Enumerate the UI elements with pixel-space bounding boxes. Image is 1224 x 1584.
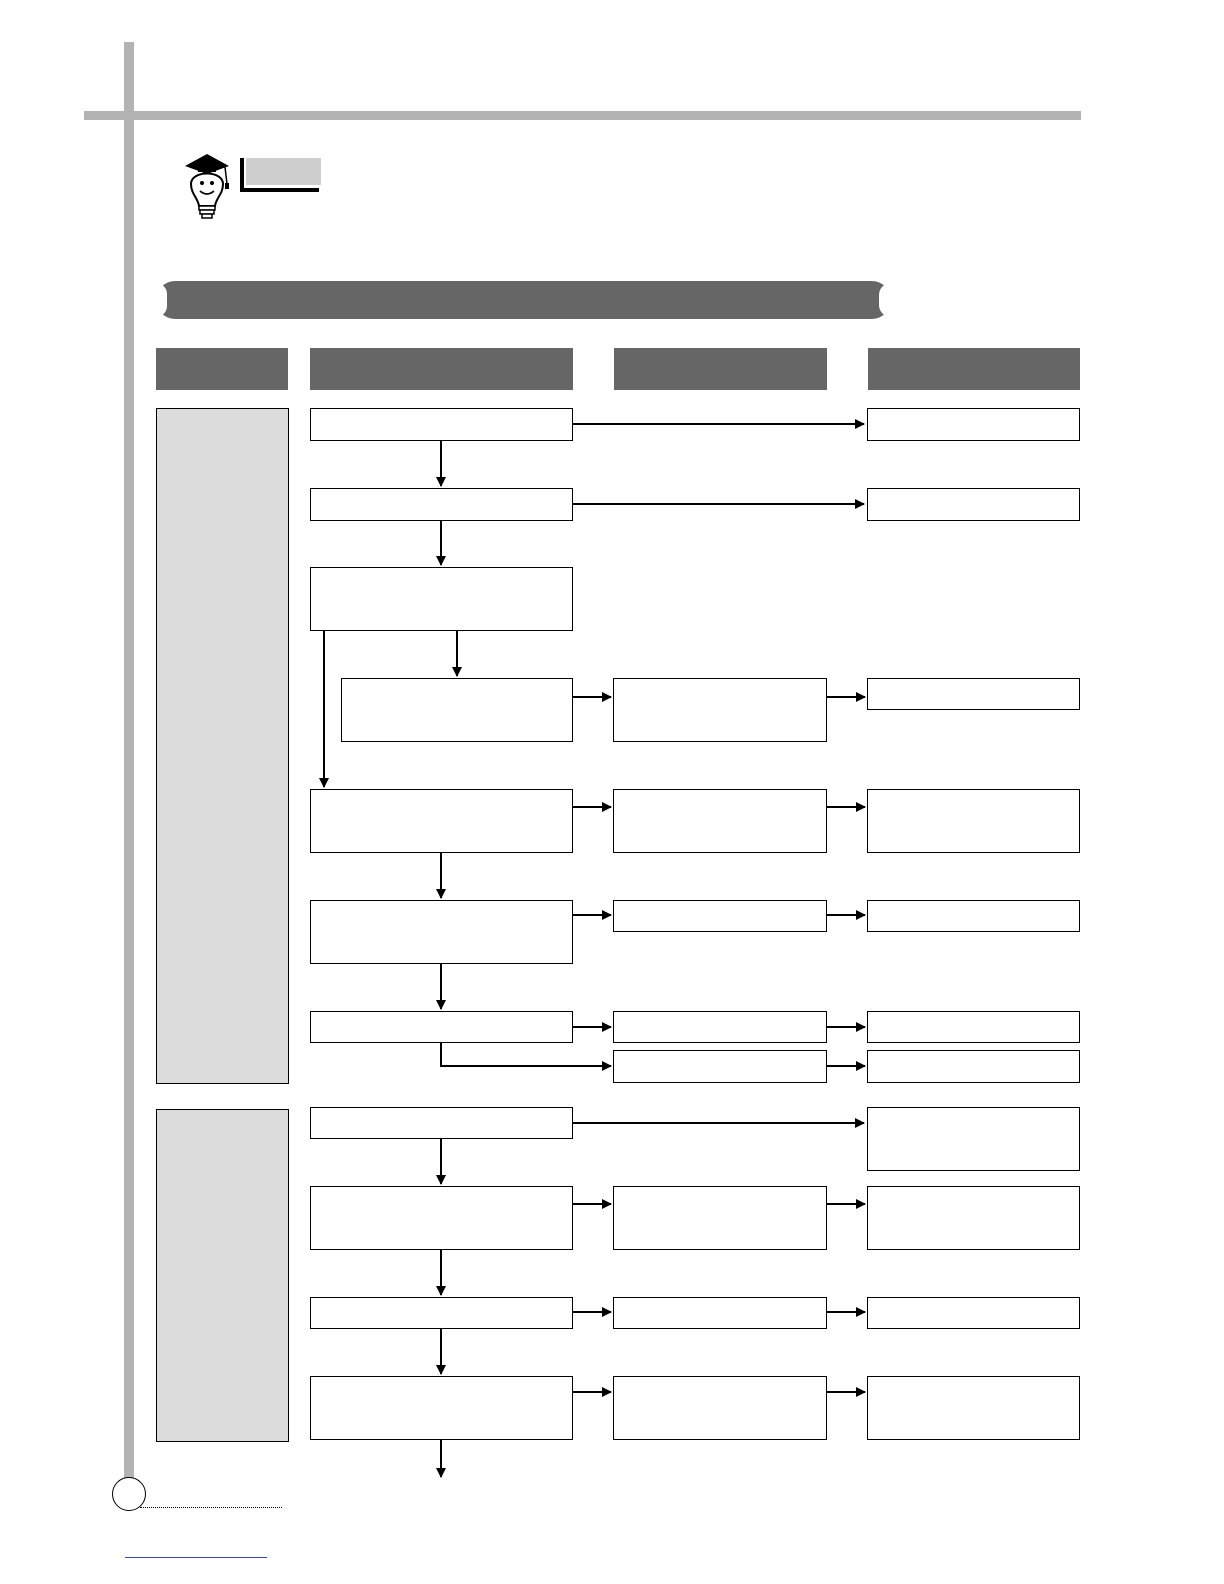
flow-box-3 <box>310 567 573 631</box>
flow-box-5 <box>310 789 573 853</box>
flow-box-7-cause <box>613 1011 827 1043</box>
flow-box-8-result <box>867 1050 1080 1083</box>
flow-box-1-result <box>867 408 1080 441</box>
tip-label <box>246 158 321 185</box>
flow-box-12-cause <box>613 1376 827 1440</box>
flow-box-2-result <box>867 488 1080 521</box>
column-header-4 <box>868 348 1080 390</box>
flow-box-6-cause <box>613 900 827 932</box>
flow-box-4-result <box>867 678 1080 710</box>
footer-dotted-rule <box>140 1507 282 1508</box>
flow-box-7-result <box>867 1011 1080 1043</box>
flow-box-10-cause <box>613 1186 827 1250</box>
banner-title <box>190 281 870 319</box>
flow-box-4-cause <box>613 678 827 742</box>
column-header-2 <box>310 348 573 390</box>
page-number <box>112 1477 146 1511</box>
flow-box-8-cause <box>613 1050 827 1083</box>
flow-box-5-result <box>867 789 1080 853</box>
flow-box-11-result <box>867 1297 1080 1329</box>
flow-box-9-result <box>867 1107 1080 1171</box>
section-panel-2 <box>156 1109 289 1442</box>
section-panel-1 <box>156 408 289 1084</box>
flow-box-6 <box>310 900 573 964</box>
flow-box-10-result <box>867 1186 1080 1250</box>
flow-box-7 <box>310 1011 573 1043</box>
column-header-1 <box>156 348 288 390</box>
flow-box-2 <box>310 488 573 521</box>
footer-link-underline <box>125 1557 267 1558</box>
flow-box-12 <box>310 1376 573 1440</box>
flow-box-1 <box>310 408 573 441</box>
graduate-lightbulb-icon <box>181 150 233 222</box>
banner-right-notch <box>879 283 891 317</box>
flow-box-6-result <box>867 900 1080 932</box>
flow-box-11-cause <box>613 1297 827 1329</box>
flow-box-12-result <box>867 1376 1080 1440</box>
horizontal-rail <box>84 111 1081 120</box>
flow-box-5-cause <box>613 789 827 853</box>
vertical-rail <box>124 42 134 1482</box>
flow-box-9 <box>310 1107 573 1139</box>
flow-box-11 <box>310 1297 573 1329</box>
flow-box-10 <box>310 1186 573 1250</box>
flow-box-4 <box>341 678 573 742</box>
column-header-3 <box>614 348 827 390</box>
